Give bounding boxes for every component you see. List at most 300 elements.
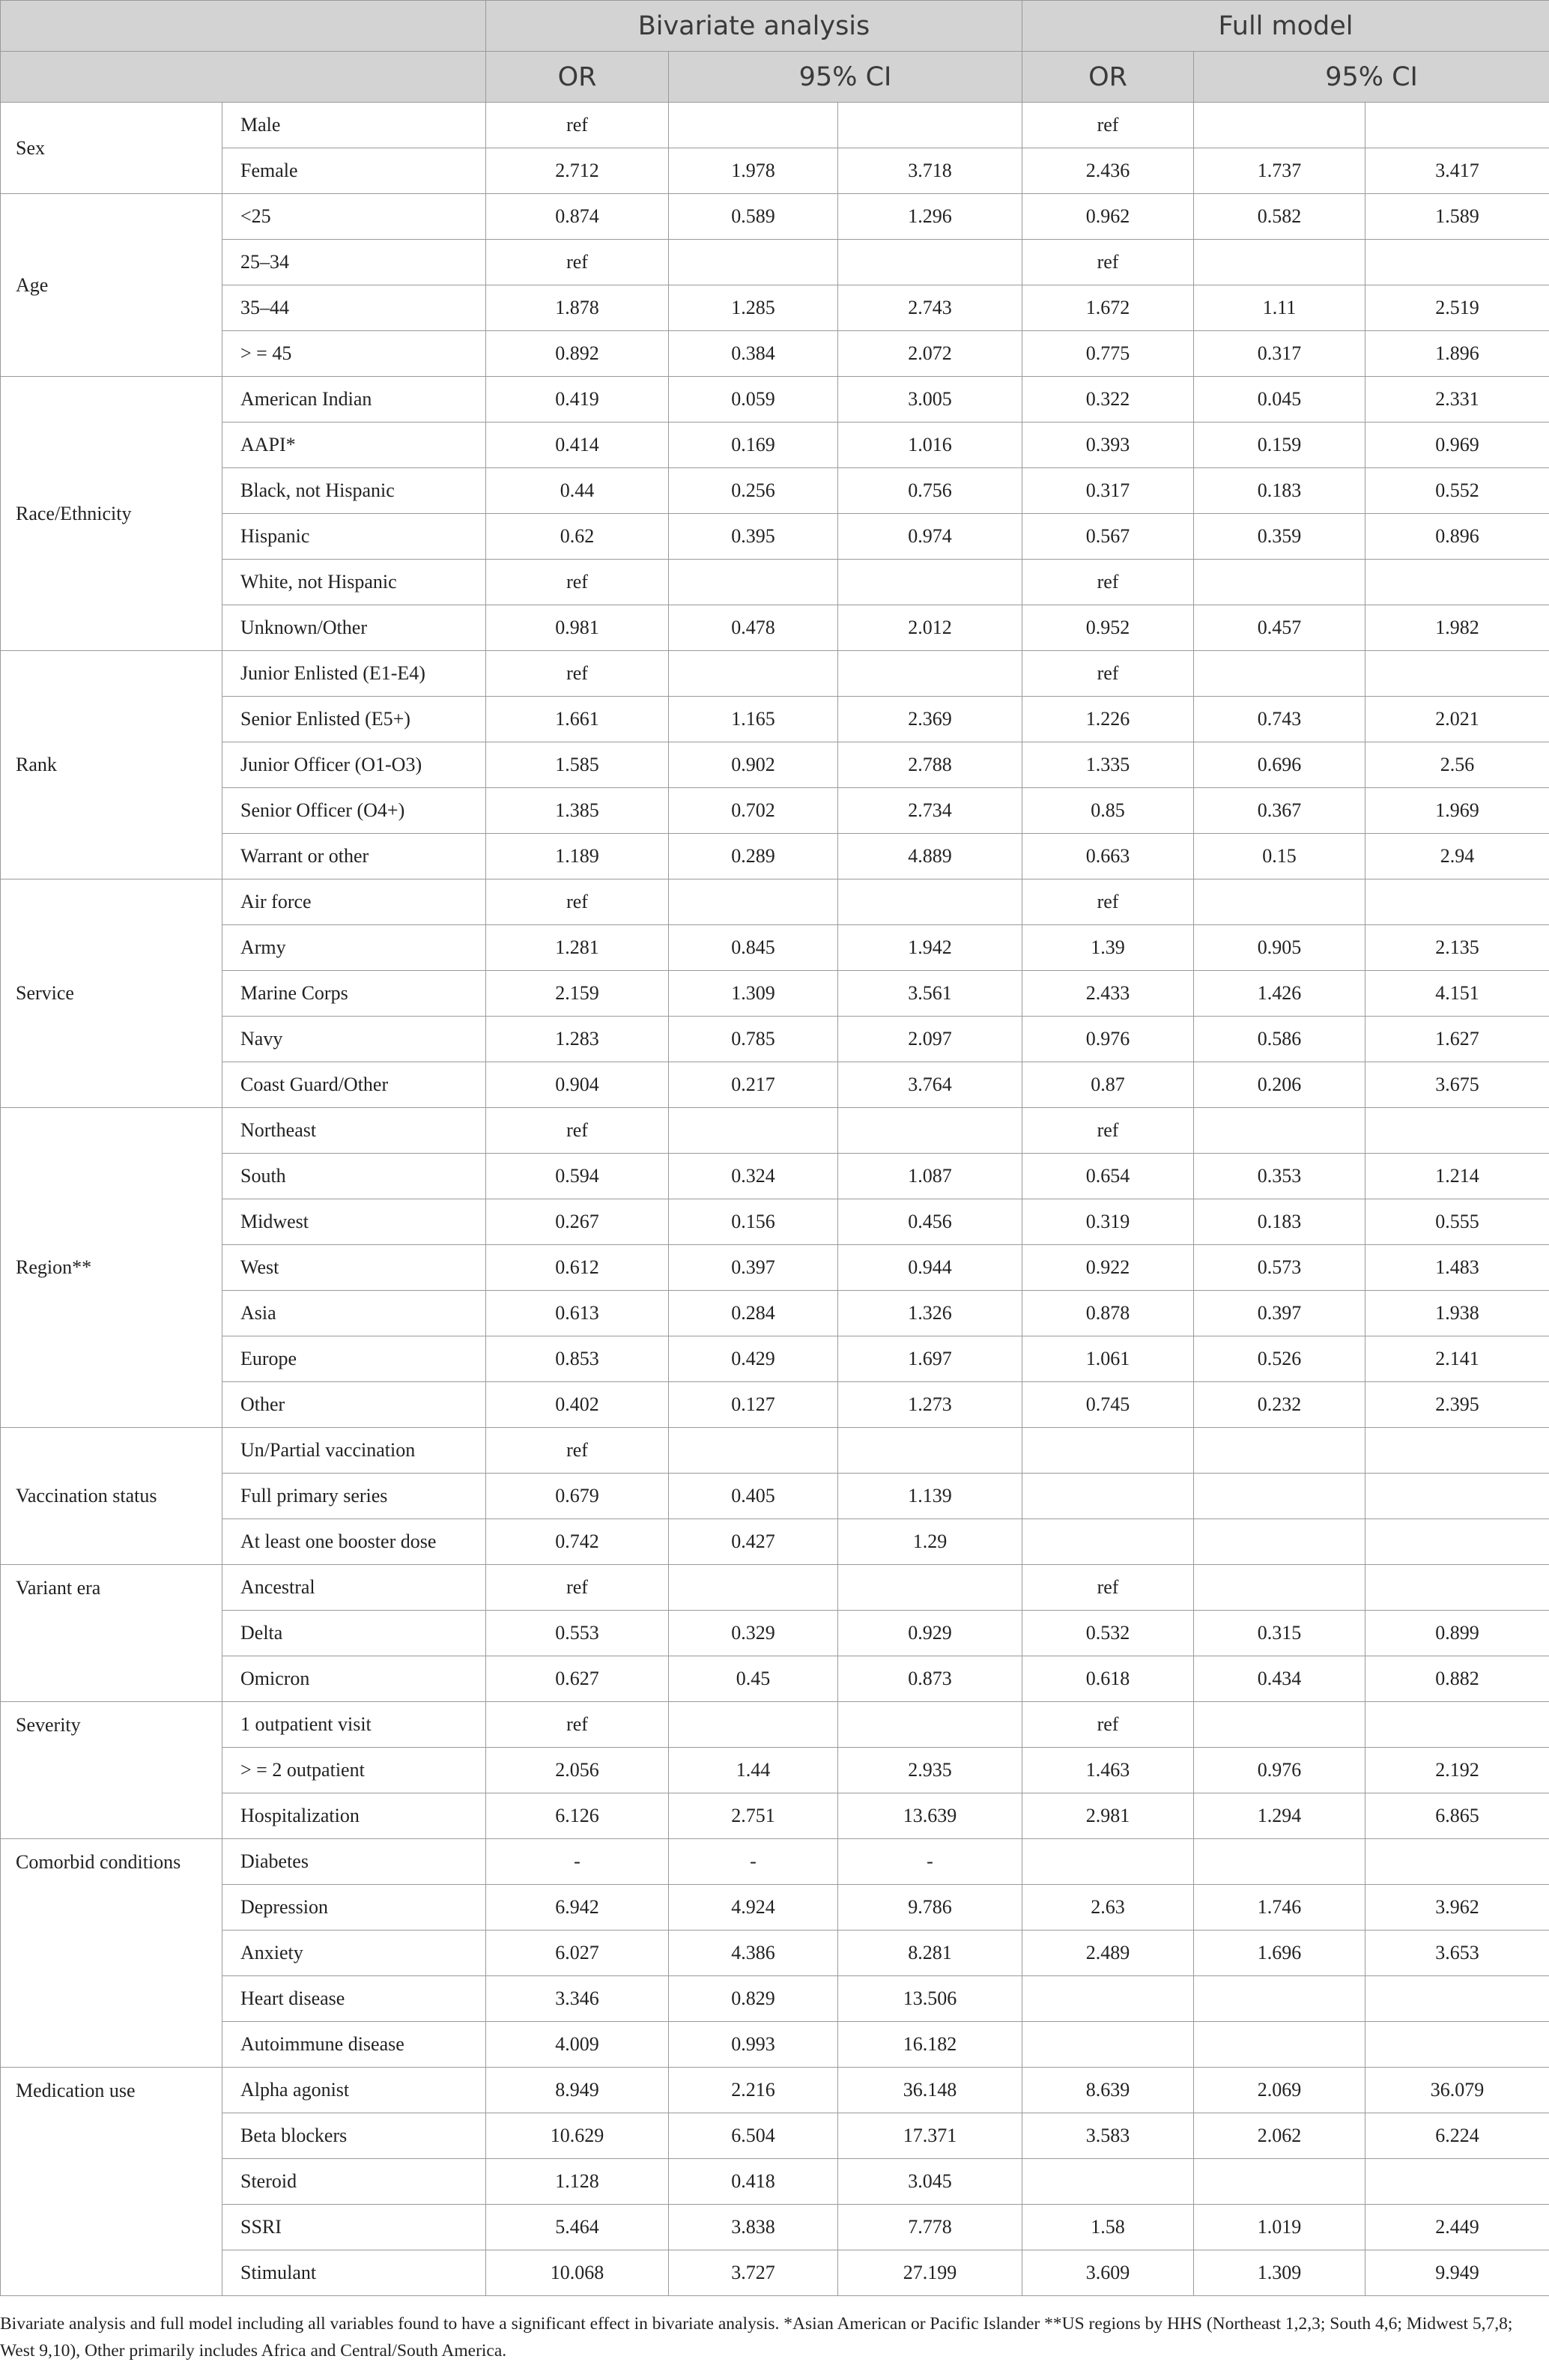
bivariate-ci-low-cell: 3.727 <box>669 2250 838 2296</box>
bivariate-ci-high-cell: - <box>838 1839 1022 1885</box>
full-ci-high-cell: 1.483 <box>1365 1245 1549 1291</box>
bivariate-ci-high-cell: 2.743 <box>838 285 1022 331</box>
bivariate-or-cell: 0.613 <box>486 1291 669 1336</box>
bivariate-or-cell: ref <box>486 1565 669 1611</box>
table-row <box>1 2068 1549 2113</box>
bivariate-ci-low-cell: 2.216 <box>669 2068 838 2113</box>
category-label: Europe <box>222 1336 486 1382</box>
bivariate-ci-high-cell: 0.756 <box>838 468 1022 514</box>
full-ci-low-cell: 0.573 <box>1194 1245 1365 1291</box>
full-ci-low-cell: 0.353 <box>1194 1154 1365 1199</box>
group-label: Region** <box>1 1108 222 1428</box>
category-label: Autoimmune disease <box>222 2022 486 2068</box>
full-or-cell: 0.654 <box>1022 1154 1194 1199</box>
full-ci-high-cell: 2.94 <box>1365 834 1549 879</box>
full-ci-high-cell: 0.555 <box>1365 1199 1549 1245</box>
bivariate-ci-low-cell: 4.386 <box>669 1931 838 1976</box>
full-or-cell: 0.922 <box>1022 1245 1194 1291</box>
table-row <box>1 1382 1549 1428</box>
table-footnote: Bivariate analysis and full model including all variables found to have a significant effect in bivariate analysis. *Asian American or Pacific Islander **US regions by HHS (Northeast 1,2,3; South 4,6; Midwest 5,7,8; West 9,10), Other primarily includes Africa and Central/South America. <box>0 2314 1513 2361</box>
table-row <box>1 1245 1549 1291</box>
bivariate-or-cell: 0.267 <box>486 1199 669 1245</box>
full-or-cell: 1.226 <box>1022 697 1194 742</box>
bivariate-or-header: OR <box>486 52 669 103</box>
full-ci-high-cell <box>1365 1839 1549 1885</box>
full-or-cell: 0.393 <box>1022 423 1194 468</box>
bivariate-ci-high-cell: 0.944 <box>838 1245 1022 1291</box>
bivariate-ci-high-cell: 36.148 <box>838 2068 1022 2113</box>
full-or-cell: 0.322 <box>1022 377 1194 423</box>
category-label: Heart disease <box>222 1976 486 2022</box>
full-or-cell: ref <box>1022 1565 1194 1611</box>
category-label: Hospitalization <box>222 1793 486 1839</box>
full-ci-high-cell: 2.021 <box>1365 697 1549 742</box>
full-ci-low-cell: 2.069 <box>1194 2068 1365 2113</box>
full-ci-high-cell: 1.938 <box>1365 1291 1549 1336</box>
table-row <box>1 697 1549 742</box>
bivariate-ci-low-cell: 1.165 <box>669 697 838 742</box>
bivariate-ci-low-cell: 0.829 <box>669 1976 838 2022</box>
bivariate-ci-high-cell: 0.929 <box>838 1611 1022 1656</box>
full-or-cell: 1.39 <box>1022 925 1194 971</box>
bivariate-or-cell: ref <box>486 103 669 148</box>
full-ci-low-cell <box>1194 1428 1365 1474</box>
table-row <box>1 1017 1549 1062</box>
full-or-cell: 1.58 <box>1022 2205 1194 2250</box>
bivariate-or-cell: 4.009 <box>486 2022 669 2068</box>
full-or-cell: ref <box>1022 1702 1194 1748</box>
bivariate-ci-high-cell <box>838 240 1022 285</box>
bivariate-ci-low-cell <box>669 560 838 605</box>
bivariate-or-cell: - <box>486 1839 669 1885</box>
full-ci-high-cell: 0.882 <box>1365 1656 1549 1702</box>
full-ci-low-cell: 0.526 <box>1194 1336 1365 1382</box>
table-row <box>1 742 1549 788</box>
bivariate-or-cell: 6.027 <box>486 1931 669 1976</box>
bivariate-ci-low-cell: 0.429 <box>669 1336 838 1382</box>
table-row <box>1 514 1549 560</box>
bivariate-ci-low-cell: 0.284 <box>669 1291 838 1336</box>
group-label: Age <box>1 194 222 377</box>
full-or-cell: 3.609 <box>1022 2250 1194 2296</box>
bivariate-ci-high-cell: 2.369 <box>838 697 1022 742</box>
full-ci-high-cell: 2.56 <box>1365 742 1549 788</box>
full-or-cell: 2.436 <box>1022 148 1194 194</box>
bivariate-or-cell: 5.464 <box>486 2205 669 2250</box>
bivariate-ci-high-cell: 16.182 <box>838 2022 1022 2068</box>
bivariate-or-cell: 2.712 <box>486 148 669 194</box>
bivariate-ci-high-cell: 1.29 <box>838 1519 1022 1565</box>
full-ci-high-cell: 2.141 <box>1365 1336 1549 1382</box>
group-label: Race/Ethnicity <box>1 377 222 651</box>
bivariate-or-cell: 1.283 <box>486 1017 669 1062</box>
bivariate-ci-low-cell: 0.384 <box>669 331 838 377</box>
full-or-cell: 1.061 <box>1022 1336 1194 1382</box>
full-ci-high-cell: 2.519 <box>1365 285 1549 331</box>
table-row <box>1 651 1549 697</box>
bivariate-or-cell: 1.189 <box>486 834 669 879</box>
full-or-header: OR <box>1022 52 1194 103</box>
bivariate-ci-low-cell: 0.845 <box>669 925 838 971</box>
bivariate-ci-low-cell <box>669 651 838 697</box>
full-ci-low-cell <box>1194 1839 1365 1885</box>
full-ci-low-cell: 0.159 <box>1194 423 1365 468</box>
full-ci-high-cell: 2.192 <box>1365 1748 1549 1793</box>
bivariate-ci-low-cell: 1.978 <box>669 148 838 194</box>
full-ci-high-cell: 0.969 <box>1365 423 1549 468</box>
bivariate-or-cell: 0.892 <box>486 331 669 377</box>
bivariate-or-cell: 6.942 <box>486 1885 669 1931</box>
category-label: Alpha agonist <box>222 2068 486 2113</box>
header-blank <box>1 1 486 52</box>
category-label: Un/Partial vaccination <box>222 1428 486 1474</box>
bivariate-ci-low-cell: - <box>669 1839 838 1885</box>
full-ci-high-cell: 6.865 <box>1365 1793 1549 1839</box>
full-ci-low-cell: 0.183 <box>1194 468 1365 514</box>
category-label: Other <box>222 1382 486 1428</box>
table-row <box>1 1336 1549 1382</box>
category-label: Junior Officer (O1-O3) <box>222 742 486 788</box>
full-ci-high-cell: 1.969 <box>1365 788 1549 834</box>
bivariate-ci-header: 95% CI <box>669 52 1022 103</box>
bivariate-ci-low-cell: 0.395 <box>669 514 838 560</box>
bivariate-ci-high-cell: 17.371 <box>838 2113 1022 2159</box>
category-label: Steroid <box>222 2159 486 2205</box>
bivariate-or-cell: 0.904 <box>486 1062 669 1108</box>
full-or-cell: ref <box>1022 240 1194 285</box>
bivariate-ci-high-cell: 2.788 <box>838 742 1022 788</box>
bivariate-ci-low-cell: 2.751 <box>669 1793 838 1839</box>
full-ci-high-cell: 3.675 <box>1365 1062 1549 1108</box>
full-or-cell: 0.952 <box>1022 605 1194 651</box>
full-or-cell: 2.489 <box>1022 1931 1194 1976</box>
category-label: Black, not Hispanic <box>222 468 486 514</box>
bivariate-or-cell: 8.949 <box>486 2068 669 2113</box>
full-ci-high-cell <box>1365 651 1549 697</box>
full-ci-low-cell: 0.586 <box>1194 1017 1365 1062</box>
full-or-cell: 2.63 <box>1022 1885 1194 1931</box>
full-ci-high-cell <box>1365 1702 1549 1748</box>
bivariate-ci-low-cell: 0.993 <box>669 2022 838 2068</box>
bivariate-or-cell: 1.128 <box>486 2159 669 2205</box>
full-ci-low-cell: 0.045 <box>1194 377 1365 423</box>
full-ci-low-cell: 2.062 <box>1194 2113 1365 2159</box>
bivariate-ci-high-cell <box>838 1108 1022 1154</box>
category-label: Unknown/Other <box>222 605 486 651</box>
bivariate-or-cell: 1.878 <box>486 285 669 331</box>
full-ci-low-cell <box>1194 103 1365 148</box>
full-or-cell: ref <box>1022 1108 1194 1154</box>
bivariate-ci-low-cell: 0.127 <box>669 1382 838 1428</box>
table-row <box>1 2205 1549 2250</box>
category-label: Army <box>222 925 486 971</box>
table-row <box>1 2250 1549 2296</box>
full-ci-high-cell: 2.449 <box>1365 2205 1549 2250</box>
table-row <box>1 1793 1549 1839</box>
category-label: SSRI <box>222 2205 486 2250</box>
bivariate-ci-low-cell: 0.397 <box>669 1245 838 1291</box>
category-label: American Indian <box>222 377 486 423</box>
bivariate-ci-low-cell: 0.427 <box>669 1519 838 1565</box>
table-row <box>1 1428 1549 1474</box>
full-or-cell: 8.639 <box>1022 2068 1194 2113</box>
table-row <box>1 103 1549 148</box>
bivariate-ci-low-cell <box>669 879 838 925</box>
full-ci-high-cell <box>1365 879 1549 925</box>
bivariate-ci-high-cell: 13.639 <box>838 1793 1022 1839</box>
bivariate-header: Bivariate analysis <box>486 1 1022 52</box>
full-ci-low-cell: 0.905 <box>1194 925 1365 971</box>
category-label: 25–34 <box>222 240 486 285</box>
bivariate-ci-low-cell: 0.256 <box>669 468 838 514</box>
full-or-cell <box>1022 1474 1194 1519</box>
table-body <box>1 103 1549 2296</box>
category-label: White, not Hispanic <box>222 560 486 605</box>
bivariate-ci-low-cell: 0.45 <box>669 1656 838 1702</box>
bivariate-or-cell: 0.44 <box>486 468 669 514</box>
full-ci-high-cell <box>1365 1976 1549 2022</box>
header-row-top <box>1 1 1549 52</box>
bivariate-ci-high-cell: 13.506 <box>838 1976 1022 2022</box>
bivariate-ci-high-cell: 0.974 <box>838 514 1022 560</box>
bivariate-ci-low-cell: 0.059 <box>669 377 838 423</box>
bivariate-ci-high-cell: 9.786 <box>838 1885 1022 1931</box>
full-ci-high-cell <box>1365 1108 1549 1154</box>
bivariate-ci-high-cell <box>838 103 1022 148</box>
table-row <box>1 1154 1549 1199</box>
bivariate-ci-high-cell: 7.778 <box>838 2205 1022 2250</box>
bivariate-or-cell: 1.385 <box>486 788 669 834</box>
full-ci-low-cell <box>1194 879 1365 925</box>
header-blank-sub <box>1 52 486 103</box>
bivariate-or-cell: 3.346 <box>486 1976 669 2022</box>
table-row <box>1 834 1549 879</box>
bivariate-ci-low-cell: 0.329 <box>669 1611 838 1656</box>
table-row <box>1 788 1549 834</box>
full-ci-high-cell: 1.214 <box>1365 1154 1549 1199</box>
bivariate-or-cell: 0.594 <box>486 1154 669 1199</box>
category-label: Senior Enlisted (E5+) <box>222 697 486 742</box>
full-ci-low-cell <box>1194 240 1365 285</box>
table-row <box>1 240 1549 285</box>
full-ci-high-cell <box>1365 2022 1549 2068</box>
table-row <box>1 971 1549 1017</box>
bivariate-or-cell: 0.853 <box>486 1336 669 1382</box>
full-ci-high-cell: 9.949 <box>1365 2250 1549 2296</box>
category-label: Delta <box>222 1611 486 1656</box>
full-or-cell: 0.976 <box>1022 1017 1194 1062</box>
bivariate-ci-high-cell <box>838 1565 1022 1611</box>
bivariate-or-cell: 0.553 <box>486 1611 669 1656</box>
full-ci-low-cell: 0.434 <box>1194 1656 1365 1702</box>
bivariate-ci-high-cell <box>838 879 1022 925</box>
bivariate-ci-high-cell <box>838 651 1022 697</box>
bivariate-ci-high-cell <box>838 1428 1022 1474</box>
table-row <box>1 1931 1549 1976</box>
bivariate-ci-high-cell: 1.326 <box>838 1291 1022 1336</box>
full-or-cell: 3.583 <box>1022 2113 1194 2159</box>
table-row <box>1 1565 1549 1611</box>
full-ci-low-cell <box>1194 1474 1365 1519</box>
full-ci-low-cell: 0.317 <box>1194 331 1365 377</box>
bivariate-ci-low-cell <box>669 1108 838 1154</box>
full-ci-high-cell: 1.627 <box>1365 1017 1549 1062</box>
group-label: Severity <box>1 1702 222 1839</box>
category-label: Warrant or other <box>222 834 486 879</box>
bivariate-ci-low-cell <box>669 1702 838 1748</box>
bivariate-ci-high-cell: 1.273 <box>838 1382 1022 1428</box>
group-label: Rank <box>1 651 222 879</box>
bivariate-ci-low-cell: 0.324 <box>669 1154 838 1199</box>
full-or-cell <box>1022 1976 1194 2022</box>
bivariate-ci-high-cell: 1.296 <box>838 194 1022 240</box>
category-label: South <box>222 1154 486 1199</box>
category-label: Full primary series <box>222 1474 486 1519</box>
table-row <box>1 1062 1549 1108</box>
bivariate-ci-high-cell: 3.764 <box>838 1062 1022 1108</box>
category-label: Male <box>222 103 486 148</box>
category-label: Senior Officer (O4+) <box>222 788 486 834</box>
full-ci-high-cell: 36.079 <box>1365 2068 1549 2113</box>
full-ci-low-cell <box>1194 560 1365 605</box>
category-label: 1 outpatient visit <box>222 1702 486 1748</box>
bivariate-or-cell: ref <box>486 651 669 697</box>
full-or-cell: 2.981 <box>1022 1793 1194 1839</box>
full-ci-low-cell: 0.206 <box>1194 1062 1365 1108</box>
bivariate-ci-high-cell: 8.281 <box>838 1931 1022 1976</box>
full-ci-low-cell: 1.426 <box>1194 971 1365 1017</box>
table-row <box>1 1519 1549 1565</box>
full-ci-high-cell: 1.982 <box>1365 605 1549 651</box>
full-ci-low-cell: 1.309 <box>1194 2250 1365 2296</box>
full-ci-low-cell: 0.15 <box>1194 834 1365 879</box>
full-ci-high-cell: 3.962 <box>1365 1885 1549 1931</box>
full-ci-low-cell <box>1194 1108 1365 1154</box>
full-ci-low-cell <box>1194 1702 1365 1748</box>
full-or-cell: 1.335 <box>1022 742 1194 788</box>
full-ci-low-cell: 0.359 <box>1194 514 1365 560</box>
table-row <box>1 1976 1549 2022</box>
bivariate-or-cell: 1.585 <box>486 742 669 788</box>
bivariate-or-cell: 0.679 <box>486 1474 669 1519</box>
table-row <box>1 331 1549 377</box>
category-label: Female <box>222 148 486 194</box>
full-or-cell: 0.775 <box>1022 331 1194 377</box>
full-ci-high-cell: 1.896 <box>1365 331 1549 377</box>
full-ci-low-cell <box>1194 651 1365 697</box>
full-ci-low-cell: 1.696 <box>1194 1931 1365 1976</box>
full-ci-low-cell: 0.232 <box>1194 1382 1365 1428</box>
full-or-cell <box>1022 1839 1194 1885</box>
full-ci-low-cell: 1.746 <box>1194 1885 1365 1931</box>
bivariate-or-cell: ref <box>486 560 669 605</box>
bivariate-ci-low-cell: 0.902 <box>669 742 838 788</box>
bivariate-or-cell: 0.612 <box>486 1245 669 1291</box>
full-ci-high-cell <box>1365 1519 1549 1565</box>
bivariate-ci-low-cell: 1.44 <box>669 1748 838 1793</box>
full-or-cell <box>1022 1428 1194 1474</box>
full-ci-low-cell: 0.367 <box>1194 788 1365 834</box>
bivariate-ci-high-cell: 2.072 <box>838 331 1022 377</box>
bivariate-or-cell: 0.742 <box>486 1519 669 1565</box>
table-row <box>1 1702 1549 1748</box>
full-or-cell: 0.567 <box>1022 514 1194 560</box>
full-or-cell: 0.85 <box>1022 788 1194 834</box>
bivariate-ci-high-cell: 27.199 <box>838 2250 1022 2296</box>
bivariate-ci-high-cell <box>838 560 1022 605</box>
bivariate-ci-high-cell: 0.456 <box>838 1199 1022 1245</box>
bivariate-or-cell: ref <box>486 240 669 285</box>
group-label: Medication use <box>1 2068 222 2296</box>
category-label: AAPI* <box>222 423 486 468</box>
full-ci-high-cell: 1.589 <box>1365 194 1549 240</box>
full-or-cell: 0.532 <box>1022 1611 1194 1656</box>
full-ci-low-cell: 0.397 <box>1194 1291 1365 1336</box>
category-label: Coast Guard/Other <box>222 1062 486 1108</box>
table-row <box>1 194 1549 240</box>
category-label: Omicron <box>222 1656 486 1702</box>
table-row <box>1 148 1549 194</box>
full-or-cell: 1.672 <box>1022 285 1194 331</box>
bivariate-ci-high-cell: 2.097 <box>838 1017 1022 1062</box>
category-label: Asia <box>222 1291 486 1336</box>
table-row <box>1 1108 1549 1154</box>
bivariate-ci-high-cell <box>838 1702 1022 1748</box>
group-label: Service <box>1 879 222 1108</box>
full-ci-low-cell <box>1194 1976 1365 2022</box>
full-ci-high-cell <box>1365 1565 1549 1611</box>
bivariate-ci-low-cell <box>669 1428 838 1474</box>
bivariate-ci-low-cell: 0.405 <box>669 1474 838 1519</box>
bivariate-or-cell: 0.874 <box>486 194 669 240</box>
full-ci-low-cell: 1.11 <box>1194 285 1365 331</box>
bivariate-ci-low-cell: 4.924 <box>669 1885 838 1931</box>
full-ci-high-cell: 3.653 <box>1365 1931 1549 1976</box>
bivariate-ci-low-cell <box>669 1565 838 1611</box>
full-ci-high-cell: 0.896 <box>1365 514 1549 560</box>
category-label: <25 <box>222 194 486 240</box>
full-ci-low-cell: 0.457 <box>1194 605 1365 651</box>
category-label: West <box>222 1245 486 1291</box>
bivariate-ci-low-cell: 0.785 <box>669 1017 838 1062</box>
full-ci-low-cell: 1.737 <box>1194 148 1365 194</box>
bivariate-ci-high-cell: 1.016 <box>838 423 1022 468</box>
bivariate-ci-high-cell: 2.734 <box>838 788 1022 834</box>
bivariate-ci-low-cell: 6.504 <box>669 2113 838 2159</box>
category-label: > = 2 outpatient <box>222 1748 486 1793</box>
bivariate-or-cell: ref <box>486 1702 669 1748</box>
full-ci-high-cell: 4.151 <box>1365 971 1549 1017</box>
full-or-cell: 0.663 <box>1022 834 1194 879</box>
full-ci-header: 95% CI <box>1194 52 1549 103</box>
bivariate-ci-high-cell: 2.012 <box>838 605 1022 651</box>
group-label: Sex <box>1 103 222 194</box>
bivariate-or-cell: 6.126 <box>486 1793 669 1839</box>
category-label: Depression <box>222 1885 486 1931</box>
bivariate-ci-low-cell: 1.285 <box>669 285 838 331</box>
full-ci-low-cell: 0.183 <box>1194 1199 1365 1245</box>
full-ci-low-cell: 1.019 <box>1194 2205 1365 2250</box>
full-or-cell: 2.433 <box>1022 971 1194 1017</box>
bivariate-or-cell: 0.419 <box>486 377 669 423</box>
table-row <box>1 1885 1549 1931</box>
full-ci-low-cell <box>1194 2022 1365 2068</box>
bivariate-or-cell: 1.281 <box>486 925 669 971</box>
full-ci-high-cell <box>1365 103 1549 148</box>
bivariate-or-cell: 10.068 <box>486 2250 669 2296</box>
table-row <box>1 560 1549 605</box>
table-row <box>1 1656 1549 1702</box>
